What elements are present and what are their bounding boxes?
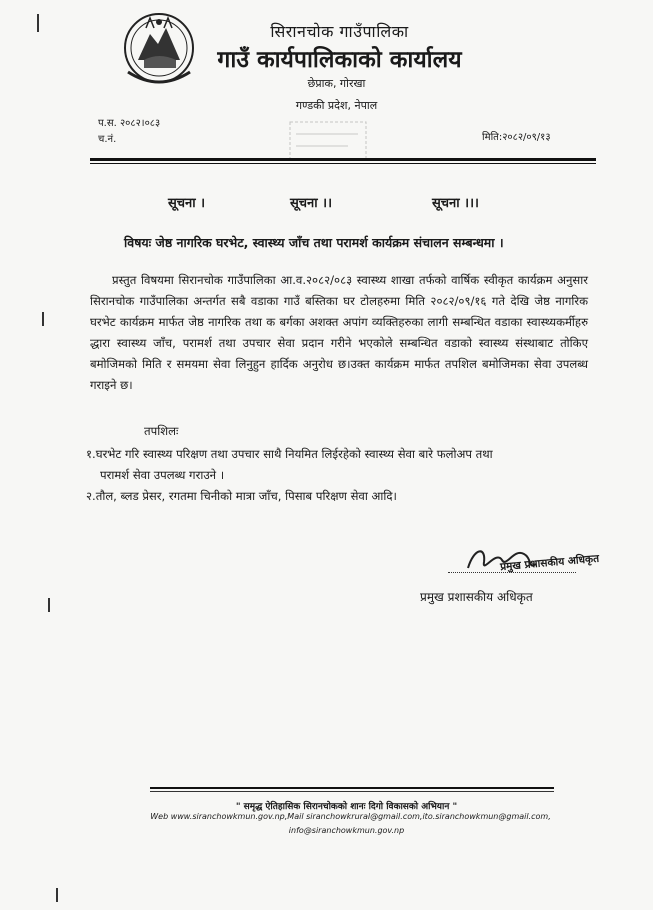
notice-heading-1: सूचना । <box>168 196 206 211</box>
office-location: छेप्राक, गोरखा <box>307 77 366 90</box>
list-item-line: परामर्श सेवा उपलब्ध गराउने । <box>100 468 225 482</box>
margin-mark <box>37 14 39 32</box>
footer-slogan: " समृद्ध ऐतिहासिक सिरानचोकको शानः दिगो विकासको अभियान " <box>235 802 458 812</box>
municipality-name: सिरानचोक गाउँपालिका <box>270 22 409 41</box>
header-divider-thin <box>90 163 596 164</box>
list-item-line: २.तौल, ब्लड प्रेसर, रगतमा चिनीको मात्रा जाँच, पिसाब परिक्षण सेवा आदि। <box>86 489 397 503</box>
list-item <box>86 486 596 507</box>
footer-contact: Web www.siranchowkmun.gov.np,Mail siranchowkrural@gmail.com,ito.siranchowkmun@gmail.com, <box>150 812 551 821</box>
margin-mark <box>48 598 50 612</box>
header-divider <box>90 158 596 161</box>
footer-divider-thin <box>150 791 554 792</box>
details-label: तपशिलः <box>144 424 179 438</box>
letter-date: मिति:२०८२/०९/१३ <box>482 132 551 143</box>
letter-subject: विषयः जेष्ठ नागरिक घरभेट, स्वास्थ्य जाँच तथा परामर्श कार्यक्रम संचालन सम्बन्धमा । <box>124 235 504 250</box>
letter-body: प्रस्तुत विषयमा सिरानचोक गाउँपालिका आ.व.२०८२/०८३ स्वास्थ्य शाखा तर्फको वार्षिक स्वीकृत कार्यक्रम अनुसार सिरानचोक गाउँपालिका अन्तर्गत सबै वडाका गाउँ बस्तिका घर टोलहरुमा मिति २०८२/०९/१६ गते देखि जेष्ठ नागरिक घरभेट कार्यक्रम मार्फत जेष्ठ नागरिक तथा क बर्गका अशक्त अपांग व्यक्तिहरुका लागी सम्बन्धित वडाका स्वास्थ्यकर्मीहरु द्धारा स्वास्थ्य जाँच, परामर्श तथा उपचार सेवा प्रदान गरीने भएकोले सम्बन्धित वडाको स्वास्थ्य संस्थाबाट तोकिए बमोजिमको मिति र समयमा सेवा लिनुहुन हार्दिक अनुरोध छ।उक्त कार्यक्रम मार्फत तपशिल बमोजिमका सेवा उपलब्ध गराइने छ। <box>90 273 588 392</box>
notice-heading-2: सूचना ।। <box>290 196 333 211</box>
notice-heading-3: सूचना ।।। <box>432 196 479 211</box>
office-province: गण्डकी प्रदेश, नेपाल <box>295 99 378 112</box>
list-item-line: १.घरभेट गरि स्वास्थ्य परिक्षण तथा उपचार साथै नियमित लिईरहेको स्वास्थ्य सेवा बारे फलोअप तथा <box>86 447 493 461</box>
received-stamp-icon <box>288 120 368 162</box>
footer-divider <box>150 787 554 789</box>
margin-mark <box>56 888 58 902</box>
office-name: गाउँ कार्यपालिकाको कार्यालय <box>217 47 462 73</box>
signatory-title: प्रमुख प्रशासकीय अधिकृत <box>420 590 533 604</box>
details-list <box>86 444 596 507</box>
margin-mark <box>42 312 44 326</box>
reference-number: प.स. २०८२।०८३ <box>98 118 161 129</box>
list-item <box>86 444 596 486</box>
chalani-number: च.नं. <box>98 134 117 145</box>
signature-stamp: प्रमुख प्रशासकीय अधिकृत <box>499 552 600 574</box>
footer-contact-email: info@siranchowkmun.gov.np <box>288 826 405 835</box>
